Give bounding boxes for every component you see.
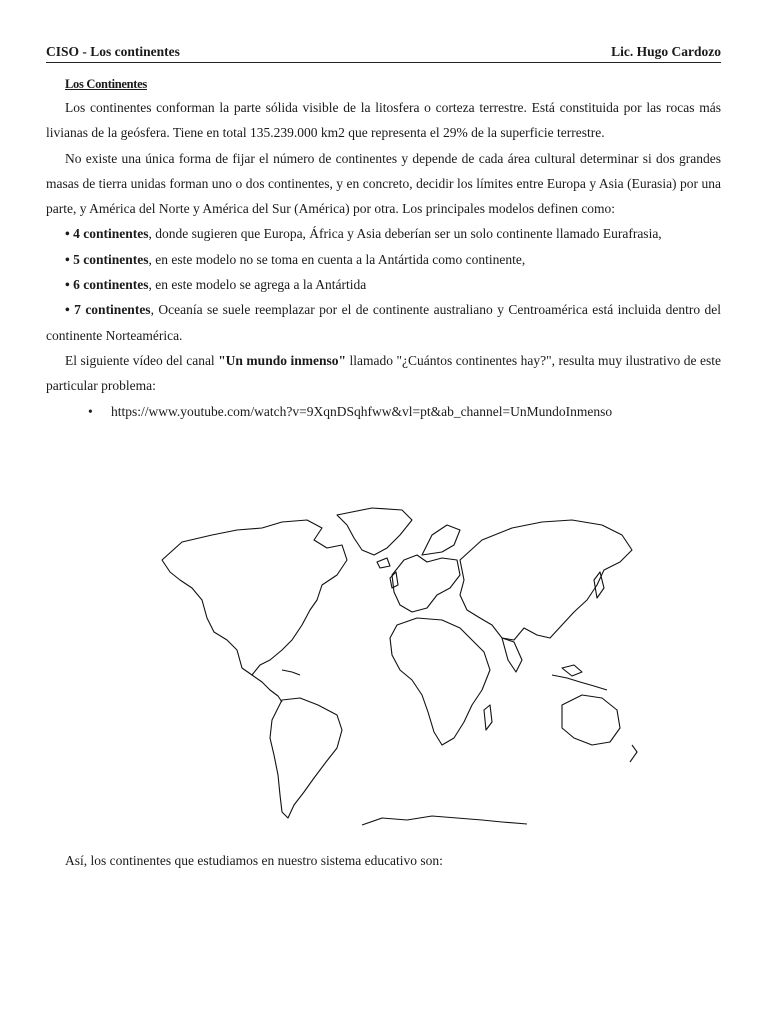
- south-america-outline: [270, 698, 342, 818]
- model-item-7: [46, 297, 721, 348]
- header-course-title: CISO - Los continentes: [46, 44, 180, 59]
- document-body: [46, 73, 721, 424]
- model-item-6-text: , en este modelo se agrega a la Antártida: [148, 277, 367, 293]
- paragraph-video: [46, 348, 721, 399]
- australia-outline: [562, 695, 620, 745]
- model-item-4-text: , donde sugieren que Europa, África y Asia deberían ser un solo continente llamado Eurafrasia,: [148, 226, 662, 242]
- europe-outline: [392, 555, 460, 612]
- video-link-item: [46, 399, 721, 424]
- world-map-image: [142, 500, 642, 830]
- model-item-4: [46, 221, 721, 246]
- central-america-outline: [252, 675, 282, 702]
- model-item-6: [46, 272, 721, 297]
- model-item-7-text: , Oceanía se suele reemplazar por el de continente australiano y Centroamérica está incluida dentro del continente Norteamérica.: [46, 302, 721, 343]
- madagascar-outline: [484, 705, 492, 730]
- uk-outline: [390, 572, 398, 588]
- page-header: [46, 44, 721, 63]
- africa-outline: [390, 618, 490, 745]
- antarctica-outline: [362, 816, 527, 825]
- world-map-outline: [142, 500, 642, 830]
- bullet-icon: •: [88, 403, 93, 419]
- asia-outline: [460, 520, 632, 640]
- paragraph-models-intro: No existe una única forma de fijar el número de continentes y depende de cada área cultural determinar si dos grandes masas de tierra unidas forman uno o dos continentes, y en concreto, decidir los límites entre Europa y Asia (Eurasia) por una parte, y América del Norte y América del Sur (América) por otra. Los principales modelos definen como:: [46, 150, 721, 217]
- video-description: llamado "¿Cuántos continentes hay?", resulta muy ilustrativo de este particular problema:: [46, 352, 721, 394]
- north-america-outline: [162, 520, 347, 675]
- closing-sentence: Así, los continentes que estudiamos en nuestro sistema educativo son:: [65, 853, 443, 868]
- india-outline: [502, 638, 522, 672]
- video-channel-name: "Un mundo inmenso": [218, 352, 346, 368]
- scandinavia-outline: [422, 525, 460, 555]
- japan-outline: [594, 572, 604, 598]
- paragraph-definition: Los continentes conforman la parte sólida visible de la litosfera o corteza terrestre. Está constituida por las rocas más livianas de la geósfera. Tiene en total 135.239.000 km2 que representa el 29% de la superficie terrestre.: [46, 100, 721, 141]
- model-item-6-bold: • 6 continentes: [65, 277, 149, 293]
- video-intro: El siguiente vídeo del canal: [65, 352, 219, 368]
- indonesia-outline-2: [562, 665, 582, 676]
- iceland-outline: [377, 558, 390, 568]
- model-item-5-bold: • 5 continentes: [65, 251, 149, 267]
- greenland-outline: [337, 508, 412, 555]
- model-item-7-bold: • 7 continentes: [65, 302, 151, 318]
- new-zealand-outline: [630, 745, 637, 762]
- model-item-5-text: , en este modelo no se toma en cuenta a la Antártida como continente,: [148, 251, 526, 267]
- model-item-5: [46, 247, 721, 272]
- caribbean-outline: [282, 670, 300, 675]
- indonesia-outline: [552, 675, 607, 690]
- header-author: Lic. Hugo Cardozo: [611, 44, 721, 59]
- video-link[interactable]: https://www.youtube.com/watch?v=9XqnDSqhfww&vl=pt&ab_channel=UnMundoInmenso: [111, 403, 613, 419]
- section-title: Los Continentes: [65, 77, 147, 91]
- model-item-4-bold: • 4 continentes: [65, 226, 149, 242]
